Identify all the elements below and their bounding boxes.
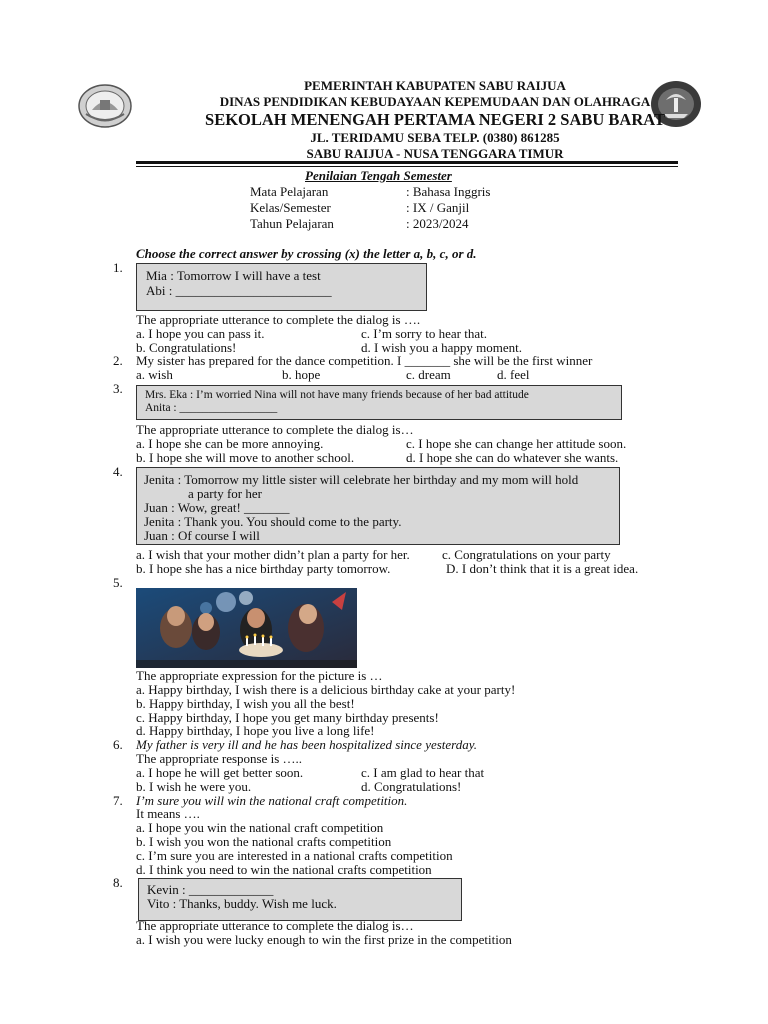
year-value: : 2023/2024 bbox=[406, 216, 469, 231]
q3-dialog-line-2: Anita : _________________ bbox=[145, 402, 278, 414]
exam-title: Penilaian Tengah Semester bbox=[305, 168, 452, 183]
q6-stem: The appropriate response is ….. bbox=[136, 751, 303, 766]
q4-option-b[interactable]: b. I hope she has a nice birthday party tomorrow. bbox=[136, 561, 391, 576]
subject-label: Mata Pelajaran bbox=[250, 184, 329, 199]
q7-option-d[interactable]: d. I think you need to win the national crafts competition bbox=[136, 862, 432, 877]
q4-dialog-line-2: a party for her bbox=[188, 486, 262, 501]
q1-dialog-line-1: Mia : Tomorrow I will have a test bbox=[146, 268, 321, 283]
q3-number: 3. bbox=[113, 381, 123, 396]
q4-option-a[interactable]: a. I wish that your mother didn’t plan a party for her. bbox=[136, 547, 410, 562]
header-divider-thin bbox=[136, 166, 678, 167]
q8-dialog-line-2: Vito : Thanks, buddy. Wish me luck. bbox=[147, 896, 337, 911]
q6-option-a[interactable]: a. I hope he will get better soon. bbox=[136, 765, 304, 780]
q2-stem: My sister has prepared for the dance competition. I _______ she will be the first winner bbox=[136, 353, 593, 368]
q3-option-a[interactable]: a. I hope she can be more annoying. bbox=[136, 436, 324, 451]
q6-prompt: My father is very ill and he has been hospitalized since yesterday. bbox=[136, 737, 478, 752]
q5-stem: The appropriate expression for the picture is … bbox=[136, 668, 383, 683]
q3-dialog-box bbox=[136, 385, 622, 420]
header-line-1: PEMERINTAH KABUPATEN SABU RAIJUA bbox=[304, 78, 566, 93]
q5-option-b[interactable]: b. Happy birthday, I wish you all the best! bbox=[136, 696, 355, 711]
q6-number: 6. bbox=[113, 737, 123, 752]
q6-option-c[interactable]: c. I am glad to hear that bbox=[361, 765, 485, 780]
q4-option-c[interactable]: c. Congratulations on your party bbox=[442, 547, 611, 562]
birthday-party-photo bbox=[136, 588, 357, 668]
q3-stem: The appropriate utterance to complete the dialog is… bbox=[136, 422, 414, 437]
q2-option-b[interactable]: b. hope bbox=[282, 367, 321, 382]
q1-option-d[interactable]: d. I wish you a happy moment. bbox=[361, 340, 523, 355]
subject-value: : Bahasa Inggris bbox=[406, 184, 491, 199]
q8-dialog-box bbox=[138, 878, 462, 921]
q1-option-a[interactable]: a. I hope you can pass it. bbox=[136, 326, 265, 341]
class-label: Kelas/Semester bbox=[250, 200, 331, 215]
q2-number: 2. bbox=[113, 353, 123, 368]
q1-number: 1. bbox=[113, 260, 123, 275]
q6-option-b[interactable]: b. I wish he were you. bbox=[136, 779, 252, 794]
q7-number: 7. bbox=[113, 793, 123, 808]
q4-dialog-box bbox=[136, 467, 620, 545]
q5-option-d[interactable]: d. Happy birthday, I hope you live a long life! bbox=[136, 723, 375, 738]
q4-number: 4. bbox=[113, 464, 123, 479]
q7-option-b[interactable]: b. I wish you won the national crafts competition bbox=[136, 834, 392, 849]
header-address: JL. TERIDAMU SEBA TELP. (0380) 861285 bbox=[310, 130, 560, 145]
q7-stem: It means …. bbox=[136, 806, 200, 821]
year-label: Tahun Pelajaran bbox=[250, 216, 334, 231]
q8-option-a[interactable]: a. I wish you were lucky enough to win the first prize in the competition bbox=[136, 932, 512, 947]
q5-number: 5. bbox=[113, 575, 123, 590]
q4-dialog-line-5: Juan : Of course I will bbox=[144, 528, 260, 543]
q1-stem: The appropriate utterance to complete the dialog is …. bbox=[136, 312, 421, 327]
q4-dialog-line-3: Juan : Wow, great! _______ bbox=[144, 500, 290, 515]
q2-option-a[interactable]: a. wish bbox=[136, 367, 173, 382]
q1-dialog-box bbox=[136, 263, 427, 311]
q1-option-c[interactable]: c. I’m sorry to hear that. bbox=[361, 326, 487, 341]
header-line-2: DINAS PENDIDIKAN KEBUDAYAAN KEPEMUDAAN DAN OLAHRAGA bbox=[219, 94, 651, 109]
class-value: : IX / Ganjil bbox=[406, 200, 470, 215]
q8-dialog-line-1: Kevin : _____________ bbox=[147, 882, 274, 897]
q5-option-a[interactable]: a. Happy birthday, I wish there is a delicious birthday cake at your party! bbox=[136, 682, 516, 697]
q3-option-b[interactable]: b. I hope she will move to another school. bbox=[136, 450, 355, 465]
q5-option-c[interactable]: c. Happy birthday, I hope you get many birthday presents! bbox=[136, 710, 439, 725]
header-divider-thick bbox=[136, 161, 678, 164]
q8-stem: The appropriate utterance to complete the dialog is… bbox=[136, 918, 414, 933]
header-region: SABU RAIJUA - NUSA TENGGARA TIMUR bbox=[306, 146, 564, 161]
q7-prompt: I’m sure you will win the national craft competition. bbox=[136, 793, 408, 808]
q3-option-d[interactable]: d. I hope she can do whatever she wants. bbox=[406, 450, 619, 465]
q7-option-a[interactable]: a. I hope you win the national craft competition bbox=[136, 820, 384, 835]
q4-option-d[interactable]: D. I don’t think that it is a great idea. bbox=[446, 561, 639, 576]
q8-number: 8. bbox=[113, 875, 123, 890]
q6-option-d[interactable]: d. Congratulations! bbox=[361, 779, 462, 794]
q3-dialog-line-1: Mrs. Eka : I’m worried Nina will not have many friends because of her bad attitude bbox=[145, 389, 529, 401]
q1-option-b[interactable]: b. Congratulations! bbox=[136, 340, 237, 355]
q1-dialog-line-2: Abi : ________________________ bbox=[146, 283, 332, 298]
q2-option-d[interactable]: d. feel bbox=[497, 367, 530, 382]
q2-option-c[interactable]: c. dream bbox=[406, 367, 451, 382]
q4-dialog-line-1: Jenita : Tomorrow my little sister will celebrate her birthday and my mom will hold bbox=[144, 472, 579, 487]
q3-option-c[interactable]: c. I hope she can change her attitude soon. bbox=[406, 436, 627, 451]
school-name: SEKOLAH MENENGAH PERTAMA NEGERI 2 SABU BARAT bbox=[205, 110, 665, 129]
instruction: Choose the correct answer by crossing (x) the letter a, b, c, or d. bbox=[136, 246, 477, 261]
q7-option-c[interactable]: c. I’m sure you are interested in a national crafts competition bbox=[136, 848, 453, 863]
q4-dialog-line-4: Jenita : Thank you. You should come to the party. bbox=[144, 514, 402, 529]
